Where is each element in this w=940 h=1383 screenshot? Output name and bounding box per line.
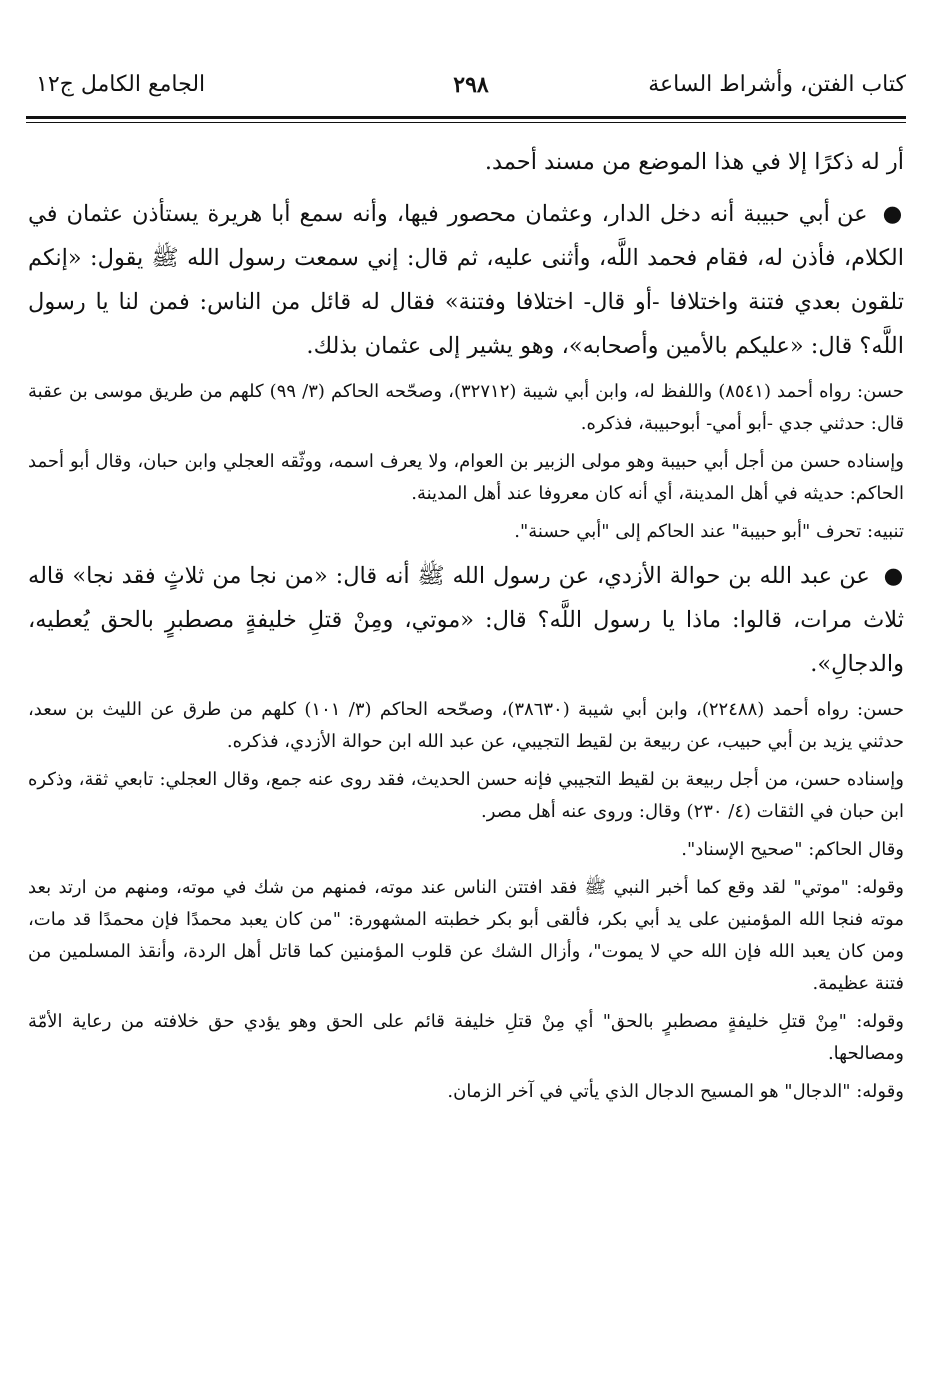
hadith-paragraph — [28, 554, 904, 686]
bullet-icon: ● — [882, 201, 904, 227]
paragraph-text: حسن: رواه أحمد (٢٢٤٨٨)، وابن أبي شيبة (٣٨٦٣٠)، وصحّحه الحاكم (٣/ ١٠١) كلهم من طرق عن الليث بن سعد، حدثني يزيد بن أبي حبيب، عن ربيعة بن لقيط التجيبي، عن عبد الله ابن حوالة الأزدي، فذكره. — [28, 699, 904, 752]
commentary-paragraph — [28, 834, 904, 866]
page-header — [36, 72, 906, 102]
commentary-paragraph — [28, 764, 904, 828]
hadith-continuation — [28, 140, 904, 184]
commentary-paragraph — [28, 376, 904, 440]
page-number: ٢٩٨ — [453, 72, 489, 98]
commentary-paragraph — [28, 1076, 904, 1108]
paragraph-text: تنبيه: تحرف "أبو حبيبة" عند الحاكم إلى "أبي حسنة". — [514, 521, 904, 542]
paragraph-text: وقال الحاكم: "صحيح الإسناد". — [681, 839, 904, 860]
book-chapter-title: كتاب الفتن، وأشراط الساعة — [648, 72, 906, 97]
book-volume-title: الجامع الكامل ج١٢ — [36, 72, 206, 97]
hadith-paragraph — [28, 192, 904, 368]
paragraph-text: وإسناده حسن من أجل أبي حبيبة وهو مولى الزبير بن العوام، ولا يعرف اسمه، ووثّقه العجلي وابن حبان، وقال أبو أحمد الحاكم: حديثه في أهل المدينة، أي أنه كان معروفا عند أهل المدينة. — [28, 451, 904, 504]
bullet-icon: ● — [883, 563, 904, 589]
paragraph-text: أر له ذكرًا إلا في هذا الموضع من مسند أحمد. — [484, 149, 904, 175]
paragraph-text: عن عبد الله بن حوالة الأزدي، عن رسول الله ﷺ أنه قال: «من نجا من ثلاثٍ فقد نجا» قاله ثلاث مرات، قالوا: ماذا يا رسول اللَّه؟ قال: «موتي، ومِنْ قتلِ خليفةٍ مصطبرٍ بالحق يُعطيه، والدجالِ». — [28, 563, 904, 677]
commentary-paragraph — [28, 694, 904, 758]
paragraph-text: عن أبي حبيبة أنه دخل الدار، وعثمان محصور فيها، وأنه سمع أبا هريرة يستأذن عثمان في الكلام، فأذن له، فقام فحمد اللَّه، وأثنى عليه، ثم قال: إني سمعت رسول الله ﷺ يقول: «إنكم تلقون بعدي فتنة واختلافا -أو قال- اختلافا وفتنة» فقال له قائل من الناس: فمن لنا يا رسول اللَّه؟ قال: «عليكم بالأمين وأصحابه»، وهو يشير إلى عثمان بذلك. — [28, 201, 904, 359]
paragraph-text: وقوله: "مِنْ قتلِ خليفةٍ مصطبرٍ بالحق" أي مِنْ قتلِ خليفة قائم على الحق وهو يؤدي حق خلافته من رعاية الأمّة ومصالحها. — [28, 1011, 904, 1064]
commentary-paragraph — [28, 1006, 904, 1070]
commentary-paragraph — [28, 516, 904, 548]
paragraph-text: حسن: رواه أحمد (٨٥٤١) واللفظ له، وابن أبي شيبة (٣٢٧١٢)، وصحّحه الحاكم (٣/ ٩٩) كلهم من طريق موسى بن عقبة قال: حدثني جدي -أبو أمي- أبوحبيبة، فذكره. — [28, 381, 904, 434]
paragraph-text: وقوله: "الدجال" هو المسيح الدجال الذي يأتي في آخر الزمان. — [447, 1081, 904, 1102]
paragraph-text: وقوله: "موتي" لقد وقع كما أخبر النبي ﷺ فقد افتتن الناس عند موته، فمنهم من شك في موته، ومنهم من ارتد بعد موته فنجا الله المؤمنين على يد أبي بكر، فألقى أبو بكر خطبته المشهورة: "من كان يعبد محمدًا فإن محمدًا قد مات، ومن كان يعبد الله فإن الله حي لا يموت"، وأزال الشك عن قلوب المؤمنين كما قاتل أهل الردة، وأنقذ المسلمين من فتنة عظيمة. — [28, 877, 904, 994]
header-rule-thin — [26, 122, 906, 123]
commentary-paragraph — [28, 872, 904, 1000]
commentary-paragraph — [28, 446, 904, 510]
paragraph-text: وإسناده حسن، من أجل ربيعة بن لقيط التجيبي فإنه حسن الحديث، فقد روى عنه جمع، وقال العجلي: تابعي ثقة، وذكره ابن حبان في الثقات (٤/ ٢٣٠) وقال: وروى عنه أهل مصر. — [28, 769, 904, 822]
header-rule-thick — [26, 116, 906, 119]
page-body — [28, 140, 904, 1114]
